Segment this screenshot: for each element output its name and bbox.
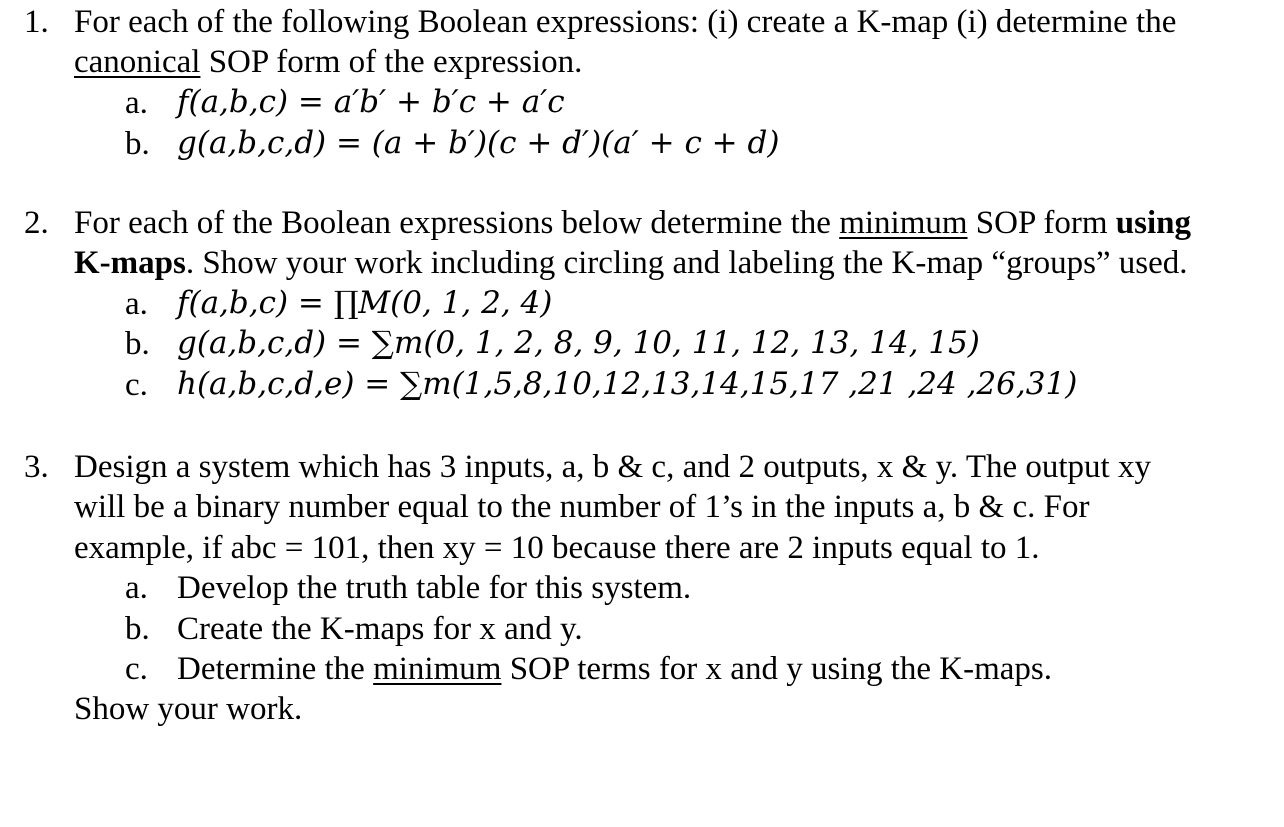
question-2-line-2 xyxy=(74,243,1188,283)
part-label: b. xyxy=(125,611,150,647)
part-label: c. xyxy=(125,651,148,687)
question-1-line-2 xyxy=(74,42,582,82)
question-3-line-2 xyxy=(74,487,1089,527)
boolean-expression: f(a,b,c) = a′b′ + b′c + a′c xyxy=(177,84,565,120)
part-label: a. xyxy=(125,570,148,606)
text-segment: For each of the Boolean expressions below determine the xyxy=(74,205,840,241)
underlined-term: minimum xyxy=(839,205,968,241)
underlined-term: canonical xyxy=(74,44,201,80)
question-number: 2. xyxy=(24,205,49,241)
underlined-term: minimum xyxy=(373,651,502,687)
part-label: a. xyxy=(125,85,148,121)
question-1-line-1 xyxy=(24,2,1177,42)
question-text: Design a system which has 3 inputs, a, b & c, and 2 outputs, x & y. The output xy xyxy=(74,449,1151,485)
question-number: 1. xyxy=(24,4,49,40)
question-1-part-b xyxy=(125,124,780,164)
question-2-part-c xyxy=(125,365,1078,405)
part-text: Create the K-maps for x and y. xyxy=(177,611,583,647)
question-text: . Show your work including circling and labeling the K-map “groups” used. xyxy=(185,245,1188,281)
question-number: 3. xyxy=(24,449,49,485)
part-text xyxy=(177,649,1052,689)
question-1-part-a xyxy=(125,83,565,123)
part-text: Develop the truth table for this system. xyxy=(177,570,692,606)
text-segment: SOP form xyxy=(967,205,1116,241)
text-segment: Determine the xyxy=(177,651,374,687)
boolean-expression: g(a,b,c,d) = ∑m(0, 1, 2, 8, 9, 10, 11, 12, 13, 14, 15) xyxy=(177,325,980,361)
question-text: SOP form of the expression. xyxy=(200,44,583,80)
bold-term: K-maps xyxy=(74,245,186,281)
question-3-line-1 xyxy=(24,447,1151,487)
question-3-part-b xyxy=(125,609,583,649)
part-label: a. xyxy=(125,286,148,322)
question-text: For each of the following Boolean expressions: (i) create a K-map (i) determine the xyxy=(74,4,1177,40)
question-3-footer xyxy=(74,689,302,729)
boolean-expression: g(a,b,c,d) = (a + b′)(c + d′)(a′ + c + d) xyxy=(177,125,780,161)
question-3-part-a xyxy=(125,568,692,608)
part-label: b. xyxy=(125,126,150,162)
question-3-line-3 xyxy=(74,528,1040,568)
question-3-part-c xyxy=(125,649,1052,689)
text-segment: SOP terms for x and y using the K-maps. xyxy=(501,651,1052,687)
footer-text: Show your work. xyxy=(74,691,303,727)
question-text: example, if abc = 101, then xy = 10 because there are 2 inputs equal to 1. xyxy=(74,530,1040,566)
question-2-part-b xyxy=(125,324,980,364)
part-label: c. xyxy=(125,367,148,403)
question-2-part-a xyxy=(125,284,553,324)
boolean-expression: h(a,b,c,d,e) = ∑m(1,5,8,10,12,13,14,15,17 ,21 ,24 ,26,31) xyxy=(177,366,1078,402)
bold-term: using xyxy=(1115,205,1191,241)
part-label: b. xyxy=(125,326,150,362)
question-text xyxy=(74,203,1191,243)
question-text: will be a binary number equal to the number of 1’s in the inputs a, b & c. For xyxy=(74,489,1090,525)
boolean-expression: f(a,b,c) = ∏M(0, 1, 2, 4) xyxy=(177,285,553,321)
question-2-line-1 xyxy=(24,203,1191,243)
